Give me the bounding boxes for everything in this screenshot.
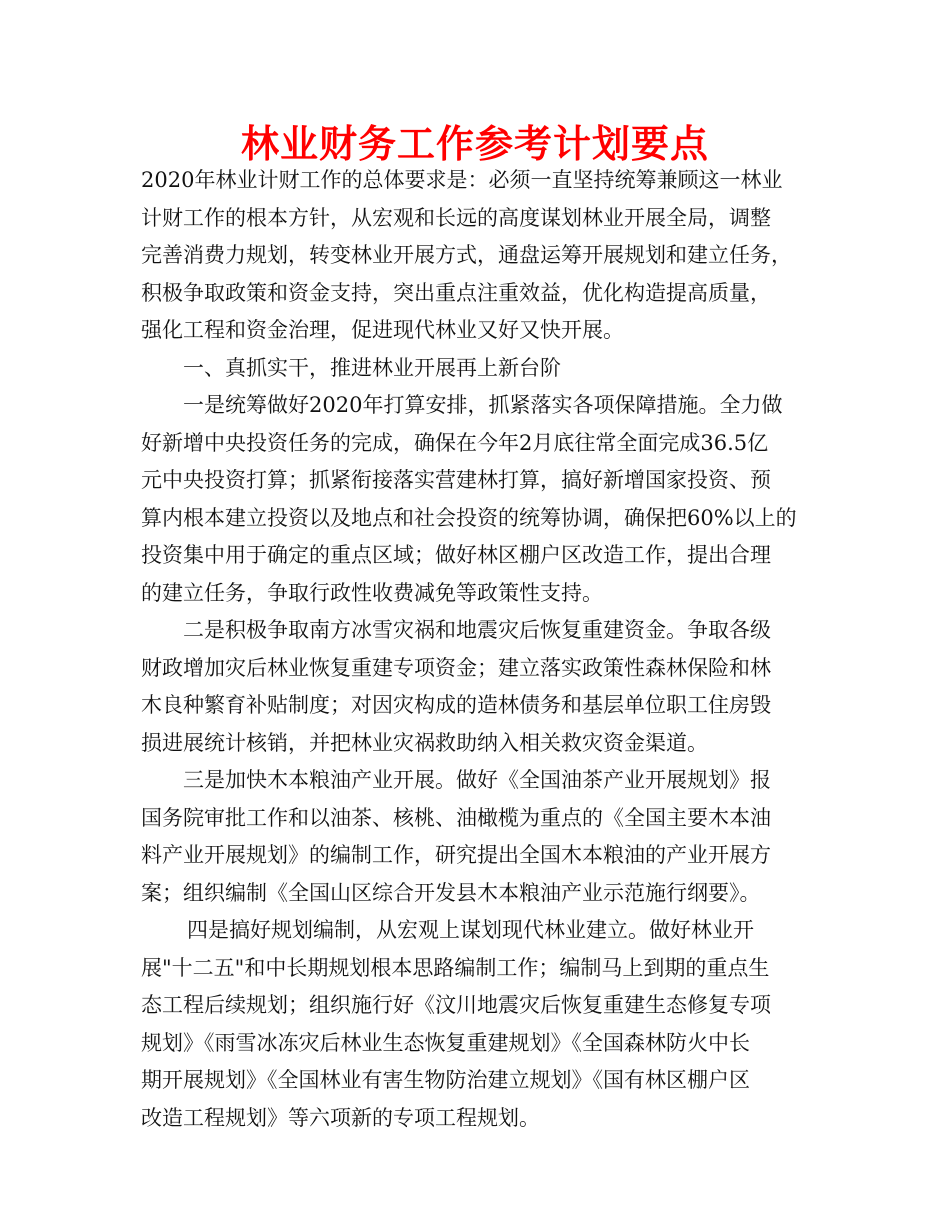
paragraph-3-line-4: 算内根本建立投资以及地点和社会投资的统筹协调，确保把60%以上的 xyxy=(141,505,797,530)
paragraph-3-line-6: 的建立任务，争取行政性收费减免等政策性支持。 xyxy=(141,580,603,605)
paragraph-4-line-2: 财政增加灾后林业恢复重建专项资金；建立落实政策性森林保险和林 xyxy=(141,655,771,680)
paragraph-6-line-1: 四是搞好规划编制，从宏观上谋划现代林业建立。做好林业开 xyxy=(187,918,754,942)
document-body xyxy=(141,162,821,1137)
paragraph-1-line-1: 2020年林业计财工作的总体要求是：必须一直坚持统筹兼顾这一林业 xyxy=(141,168,783,192)
paragraph-1-line-4: 积极争取政策和资金支持，突出重点注重效益，优化构造提高质量， xyxy=(141,280,771,305)
paragraph-5-line-1: 三是加快木本粮油产业开展。做好《全国油茶产业开展规划》报 xyxy=(183,768,771,792)
paragraph-1-line-2: 计财工作的根本方针，从宏观和长远的高度谋划林业开展全局，调整 xyxy=(141,205,771,230)
document-title: 林业财务工作参考计划要点 xyxy=(240,122,709,166)
paragraph-4-line-3: 木良种繁育补贴制度；对因灾构成的造林债务和基层单位职工住房毁 xyxy=(141,693,771,717)
paragraph-3-line-1: 一是统筹做好2020年打算安排，抓紧落实各项保障措施。全力做 xyxy=(183,393,783,417)
paragraph-1-line-5: 强化工程和资金治理，促进现代林业又好又快开展。 xyxy=(141,318,624,342)
paragraph-3-line-5: 投资集中用于确定的重点区域；做好林区棚户区改造工作，提出合理 xyxy=(141,543,771,567)
section-heading-1: 一、真抓实干，推进林业开展再上新台阶 xyxy=(183,355,561,380)
paragraph-1-line-3: 完善消费力规划，转变林业开展方式，通盘运筹开展规划和建立任务， xyxy=(141,243,792,267)
paragraph-6-line-2: 展"十二五"和中长期规划根本思路编制工作；编制马上到期的重点生 xyxy=(141,955,770,980)
paragraph-3-line-2: 好新增中央投资任务的完成，确保在今年2月底往常全面完成36.5亿 xyxy=(141,430,769,455)
paragraph-6-line-3: 态工程后续规划；组织施行好《汶川地震灾后恢复重建生态修复专项 xyxy=(141,993,771,1017)
paragraph-4-line-4: 损进展统计核销，并把林业灾祸救助纳入相关救灾资金渠道。 xyxy=(141,730,708,755)
paragraph-5-line-3: 料产业开展规划》的编制工作，研究提出全国木本粮油的产业开展方 xyxy=(141,843,771,867)
paragraph-3-line-3: 元中央投资打算；抓紧衔接落实营建林打算，搞好新增国家投资、预 xyxy=(141,468,771,492)
paragraph-6-line-6: 改造工程规划》等六项新的专项工程规划。 xyxy=(141,1105,540,1130)
paragraph-4-line-1: 二是积极争取南方冰雪灾祸和地震灾后恢复重建资金。争取各级 xyxy=(183,618,771,642)
paragraph-6-line-4: 规划》《雨雪冰冻灾后林业生态恢复重建规划》《全国森林防火中长 xyxy=(141,1030,750,1055)
paragraph-5-line-2: 国务院审批工作和以油茶、核桃、油橄榄为重点的《全国主要木本油 xyxy=(141,805,771,830)
paragraph-6-line-5: 期开展规划》《全国林业有害生物防治建立规划》《国有林区棚户区 xyxy=(141,1068,750,1092)
paragraph-5-line-4: 案；组织编制《全国山区综合开发县木本粮油产业示范施行纲要》。 xyxy=(141,880,761,905)
